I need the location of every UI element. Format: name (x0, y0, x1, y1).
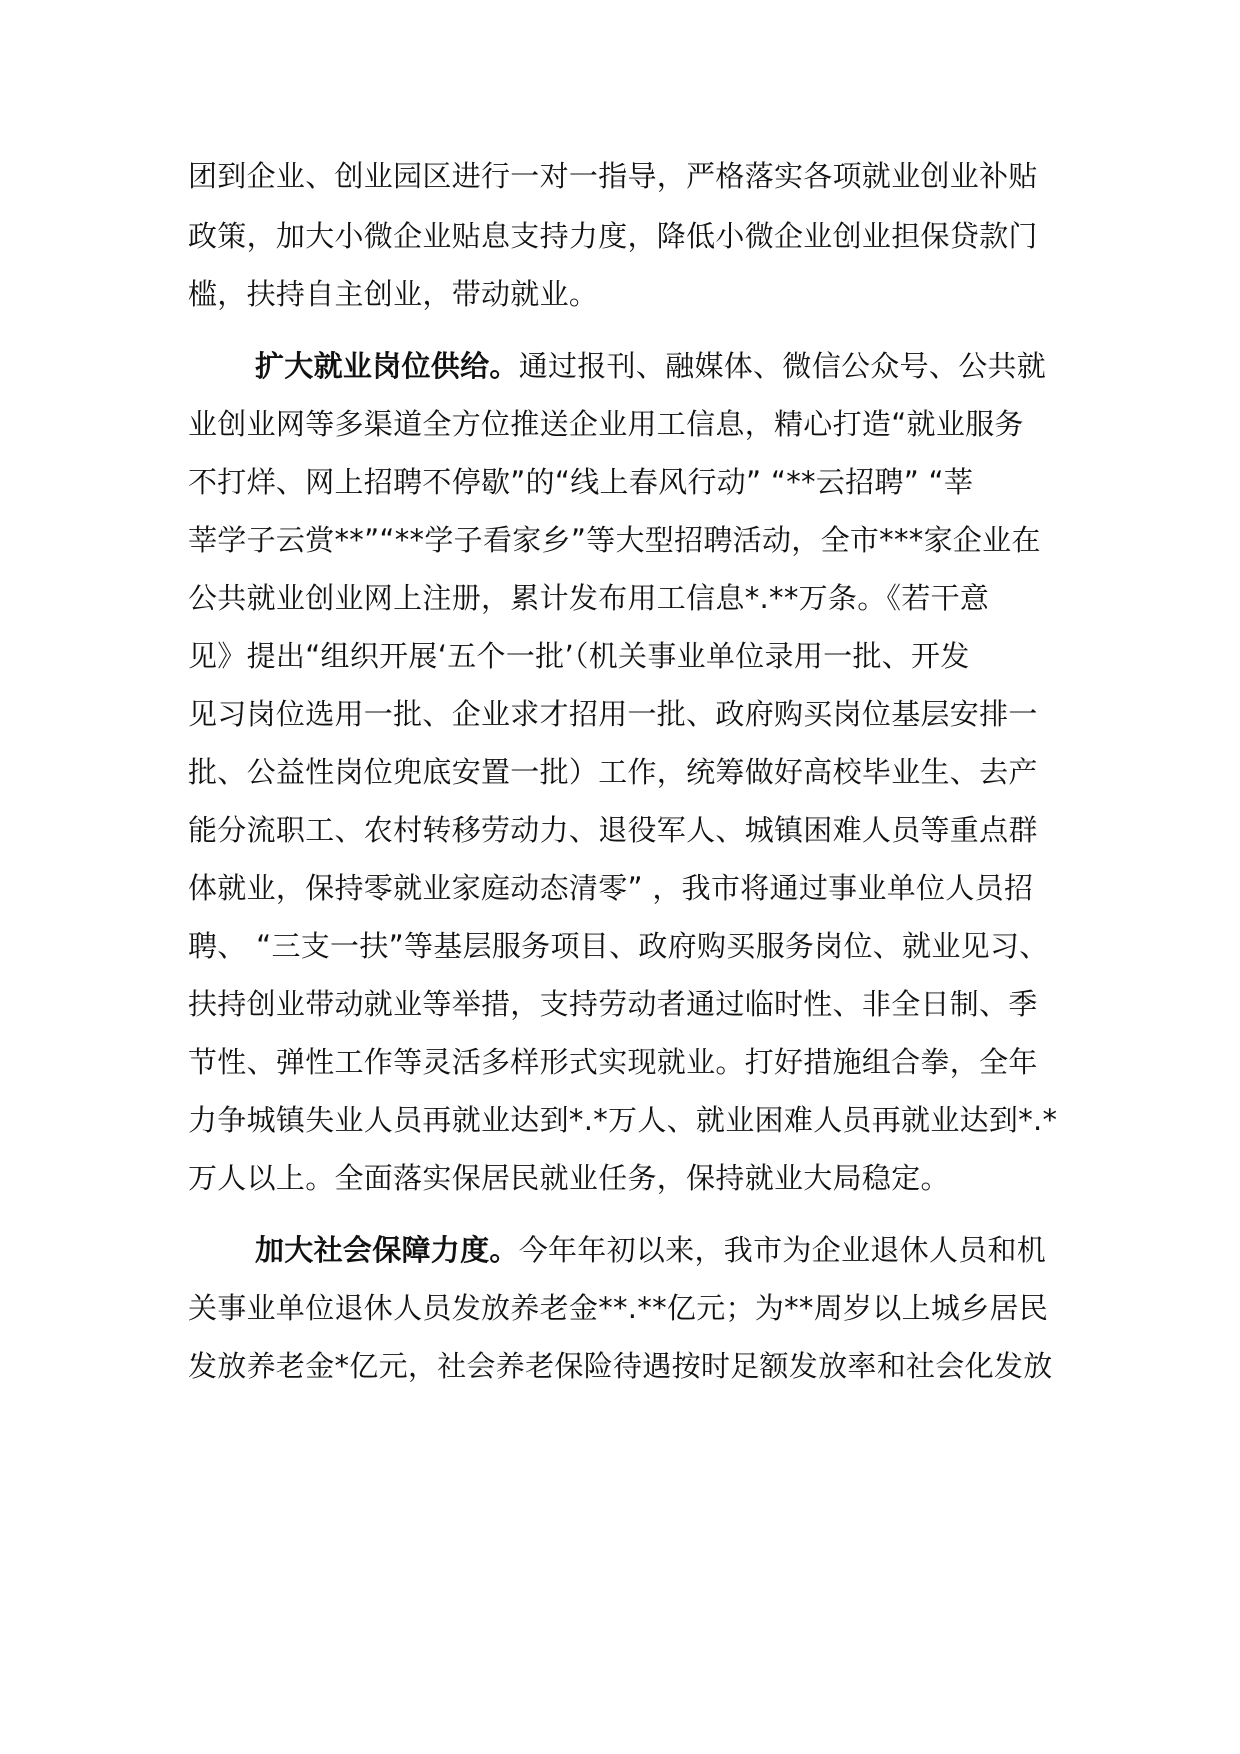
paragraph-2-line-9: 能分流职工、农村转移劳动力、退役军人、城镇困难人员等重点群 (188, 813, 1038, 847)
paragraph-3-line-1 (255, 1226, 1046, 1274)
paragraph-2-line-13: 节性、弹性工作等灵活多样形式实现就业。打好措施组合拳，全年 (188, 1045, 1038, 1079)
paragraph-3-line-1-text: 今年年初以来，我市为企业退休人员和机 (518, 1233, 1047, 1267)
paragraph-2-line-8: 批、公益性岗位兜底安置一批）工作，统筹做好高校毕业生、去产 (188, 755, 1038, 789)
paragraph-2-line-7: 见习岗位选用一批、企业求才招用一批、政府购买岗位基层安排一 (188, 697, 1038, 731)
paragraph-3-line-2: 关事业单位退休人员发放养老金**.**亿元；为**周岁以上城乡居民 (188, 1291, 1049, 1325)
paragraph-3-line-3: 发放养老金*亿元，社会养老保险待遇按时足额发放率和社会化发放 (188, 1349, 1053, 1383)
paragraph-1-line-2: 政策，加大小微企业贴息支持力度，降低小微企业创业担保贷款门 (188, 219, 1038, 253)
paragraph-1-line-1: 团到企业、创业园区进行一对一指导，严格落实各项就业创业补贴 (188, 159, 1038, 193)
paragraph-2-line-1-text: 通过报刊、融媒体、微信公众号、公共就 (518, 349, 1047, 383)
paragraph-2-line-2: 业创业网等多渠道全方位推送企业用工信息，精心打造“就业服务 (188, 407, 1024, 441)
paragraph-2-line-1 (255, 342, 1046, 390)
paragraph-2-line-6: 见》提出“组织开展‘五个一批’（机关事业单位录用一批、开发 (188, 639, 970, 673)
paragraph-2-line-12: 扶持创业带动就业等举措，支持劳动者通过临时性、非全日制、季 (188, 987, 1038, 1021)
paragraph-2-line-15: 万人以上。全面落实保居民就业任务，保持就业大局稳定。 (188, 1161, 950, 1195)
paragraph-2-heading: 扩大就业岗位供给。 (255, 349, 519, 383)
paragraph-1-line-3: 槛，扶持自主创业，带动就业。 (188, 277, 599, 311)
paragraph-2-line-3: 不打烊、网上招聘不停歇”的“线上春风行动” “**云招聘” “莘 (188, 465, 974, 499)
paragraph-2-line-10: 体就业，保持零就业家庭动态清零” ，我市将通过事业单位人员招 (188, 871, 1034, 905)
paragraph-2-line-11: 聘、 “三支一扶”等基层服务项目、政府购买服务岗位、就业见习、 (188, 929, 1049, 963)
paragraph-2-line-4: 莘学子云赏**”“**学子看家乡”等大型招聘活动，全市***家企业在 (188, 523, 1041, 557)
paragraph-2-line-5: 公共就业创业网上注册，累计发布用工信息*.**万条。《若干意 (188, 581, 990, 615)
paragraph-2-line-14: 力争城镇失业人员再就业达到*.*万人、就业困难人员再就业达到*.* (188, 1103, 1058, 1137)
paragraph-3-heading: 加大社会保障力度。 (255, 1233, 519, 1267)
